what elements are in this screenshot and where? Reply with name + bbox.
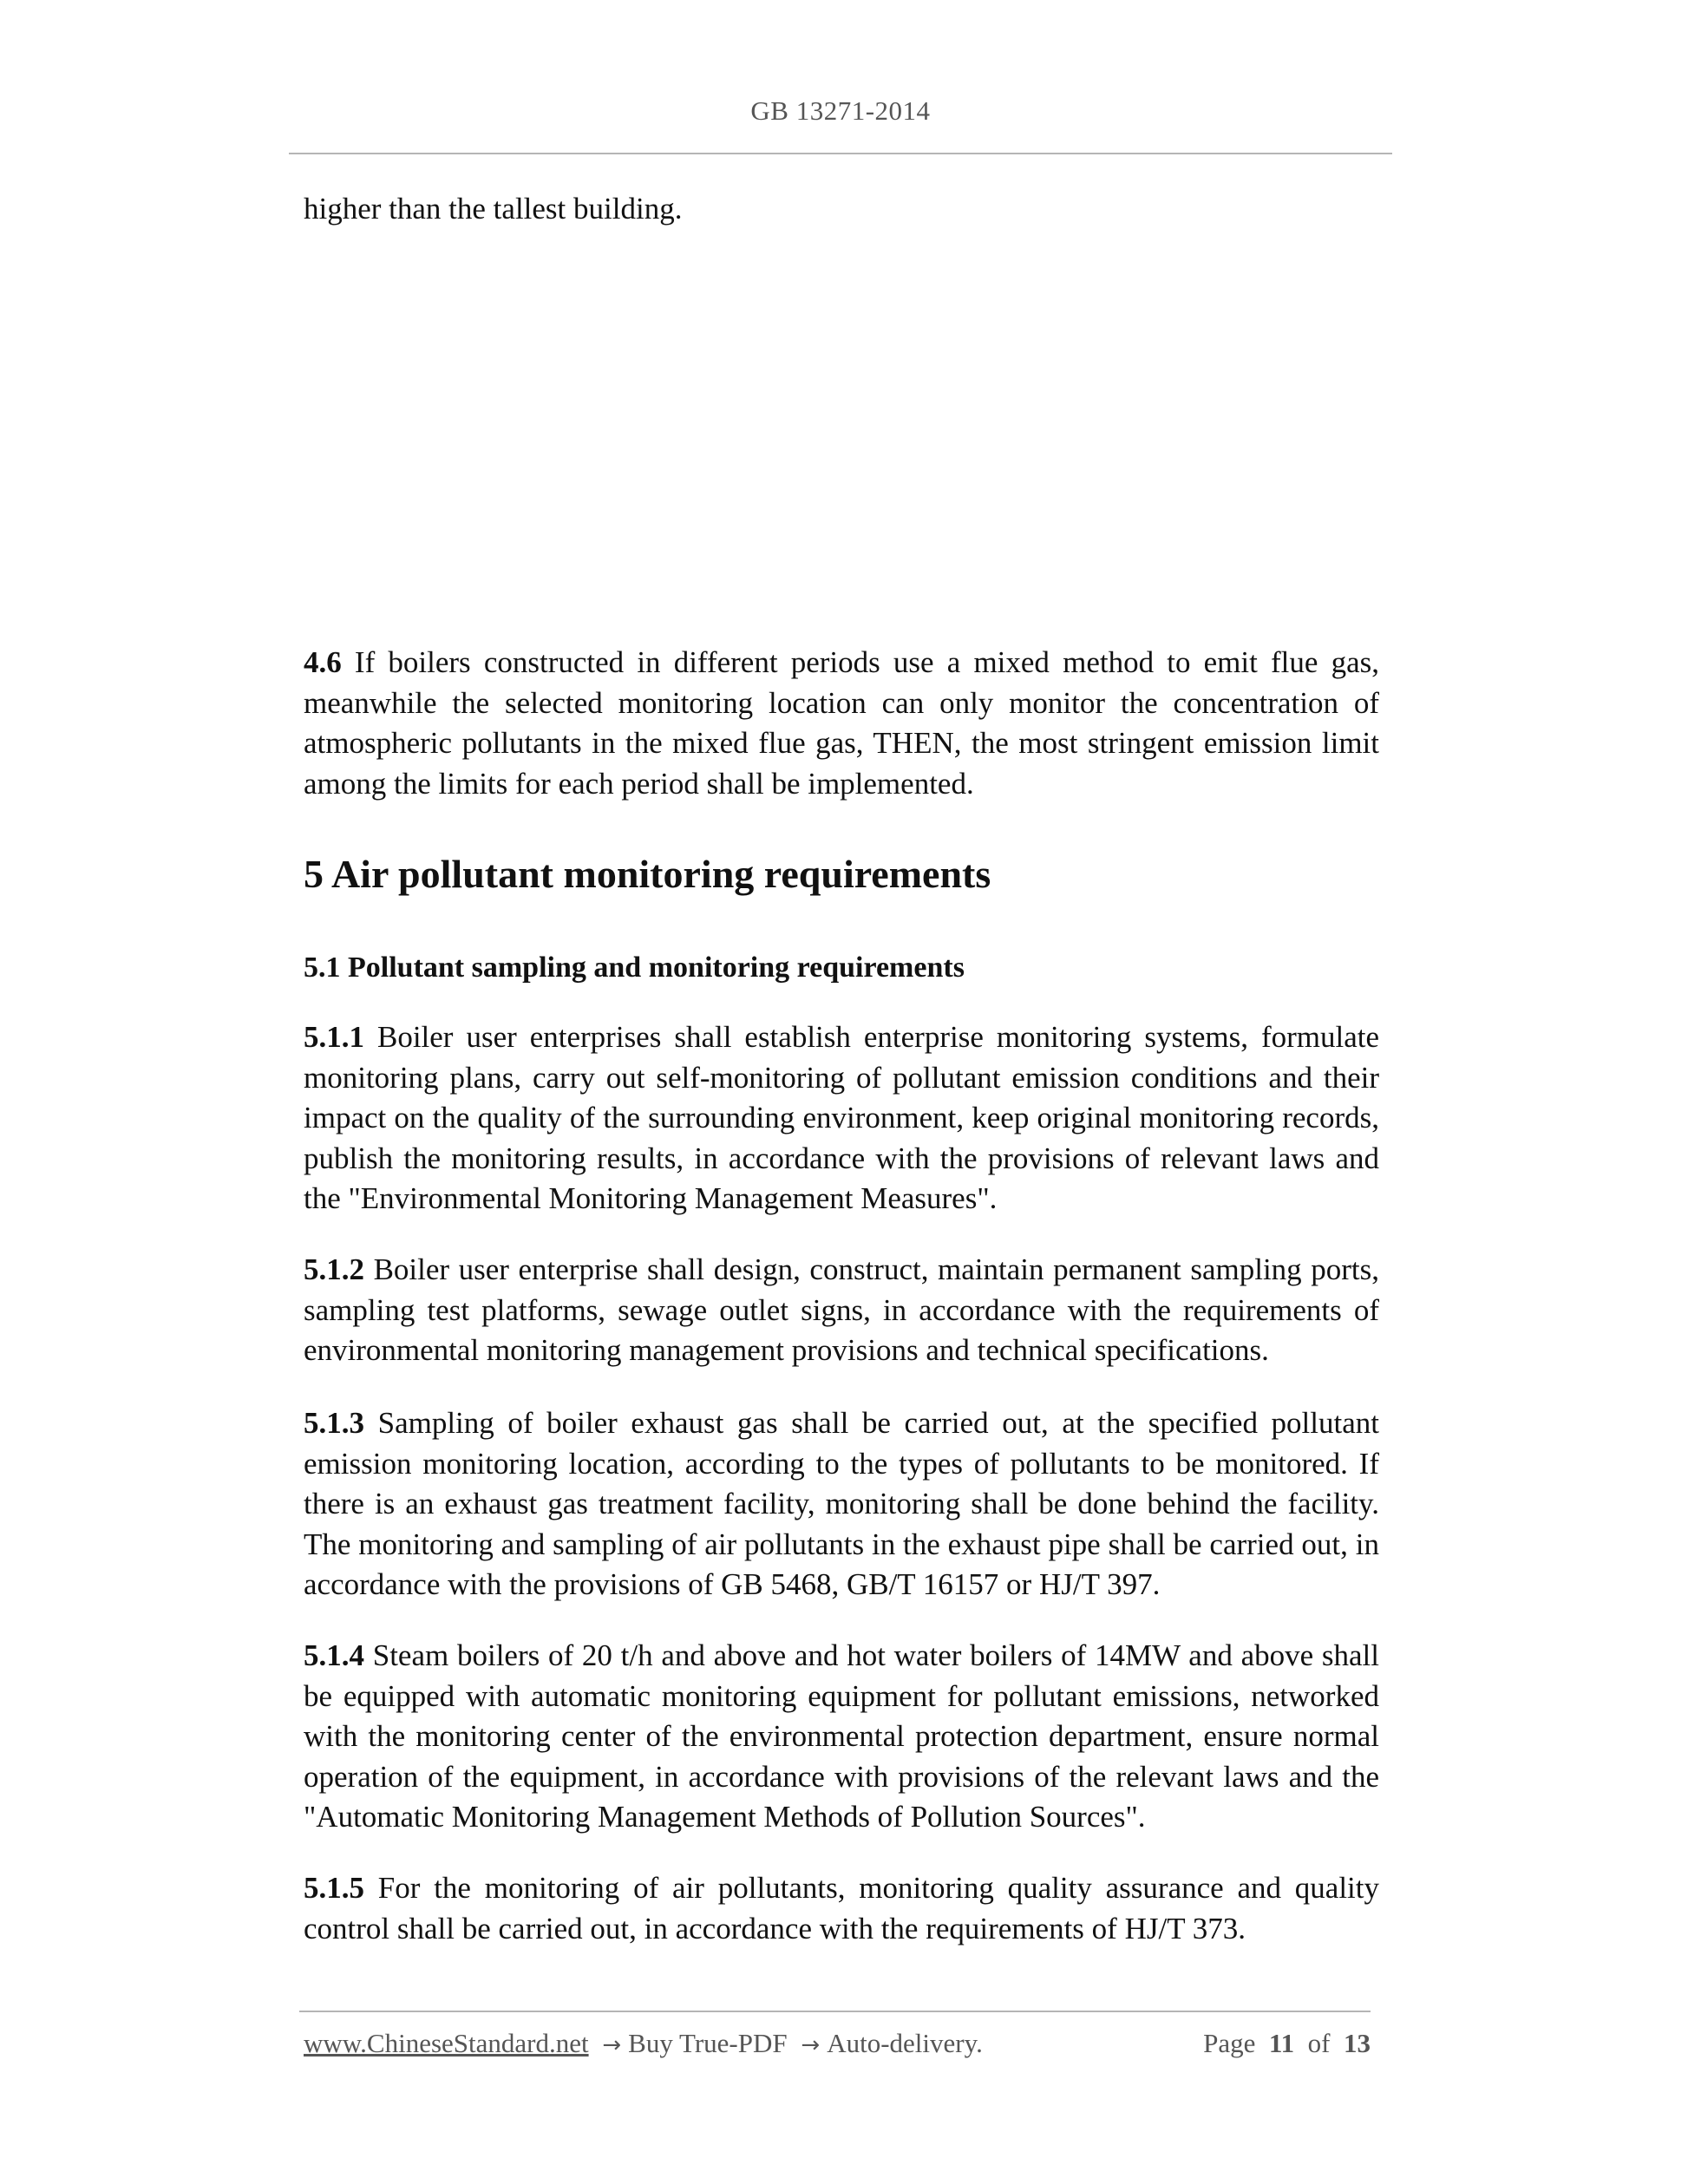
clause-number: 4.6 — [304, 645, 342, 679]
clause-text: Sampling of boiler exhaust gas shall be carried out, at the specified pollutant emission monitoring location, according to the types of pollutants to be monitored. If there is an exhaust gas treatment facility, monitoring shall be done behind the facility. The monitoring and sampling of air pollutants in the exhaust pipe shall be carried out, in accordance with the provisions of GB 5468, GB/T 16157 or HJ/T 397. — [304, 1406, 1379, 1601]
clause-5-1-3 — [304, 1403, 1379, 1605]
buy-pdf-text: Buy True-PDF — [628, 2028, 788, 2058]
page-footer — [304, 2028, 1371, 2059]
website-link[interactable]: www.ChineseStandard.net — [304, 2028, 589, 2058]
footer-promo — [304, 2028, 983, 2059]
page-indicator — [1203, 2028, 1371, 2059]
clause-5-1-2 — [304, 1250, 1379, 1371]
intro-line: higher than the tallest building. — [304, 192, 683, 226]
clause-number: 5.1.5 — [304, 1871, 364, 1905]
clause-number: 5.1.1 — [304, 1020, 364, 1054]
clause-text: If boilers constructed in different periods use a mixed method to emit flue gas, meanwhile the selected monitoring location can only monitor the concentration of atmospheric pollutants in the mixed flue gas, THEN, the most stringent emission limit among the limits for each period shall be implemented. — [304, 645, 1379, 801]
arrow-right-icon: → — [801, 2032, 821, 2058]
clause-5-1-4 — [304, 1636, 1379, 1838]
page-of-label: of — [1307, 2028, 1331, 2058]
clause-number: 5.1.4 — [304, 1638, 364, 1672]
auto-delivery-text: Auto-delivery. — [827, 2028, 983, 2058]
current-page-number: 11 — [1268, 2028, 1295, 2058]
clause-5-1-1 — [304, 1017, 1379, 1220]
document-code-header: GB 13271-2014 — [750, 95, 931, 126]
clause-4-6 — [304, 643, 1379, 804]
clause-text: Boiler user enterprise shall design, construct, maintain permanent sampling ports, sampling test platforms, sewage outlet signs, in accordance with the requirements of environmental monitoring management provisions and technical specifications. — [304, 1252, 1379, 1367]
header-divider — [289, 153, 1392, 154]
clause-number: 5.1.2 — [304, 1252, 364, 1286]
clause-text: Boiler user enterprises shall establish enterprise monitoring systems, formulate monitoring plans, carry out self-monitoring of pollutant emission conditions and their impact on the quality of the surrounding environment, keep original monitoring records, publish the monitoring results, in accordance with the provisions of relevant laws and the "Environmental Monitoring Management Measures". — [304, 1020, 1379, 1215]
subsection-title: 5.1 Pollutant sampling and monitoring requirements — [304, 951, 965, 984]
footer-divider — [299, 2011, 1371, 2012]
arrow-right-icon: → — [602, 2032, 622, 2058]
clause-number: 5.1.3 — [304, 1406, 364, 1440]
page-label: Page — [1203, 2028, 1256, 2058]
total-pages-number: 13 — [1344, 2028, 1371, 2058]
clause-text: Steam boilers of 20 t/h and above and hot water boilers of 14MW and above shall be equipped with automatic monitoring equipment for pollutant emissions, networked with the monitoring center of the environmental protection department, ensure normal operation of the equipment, in accordance with provisions of the relevant laws and the "Automatic Monitoring Management Methods of Pollution Sources". — [304, 1638, 1379, 1834]
clause-text: For the monitoring of air pollutants, monitoring quality assurance and quality control shall be carried out, in accordance with the requirements of HJ/T 373. — [304, 1871, 1379, 1945]
section-title: 5 Air pollutant monitoring requirements — [304, 852, 991, 896]
clause-5-1-5 — [304, 1868, 1379, 1949]
